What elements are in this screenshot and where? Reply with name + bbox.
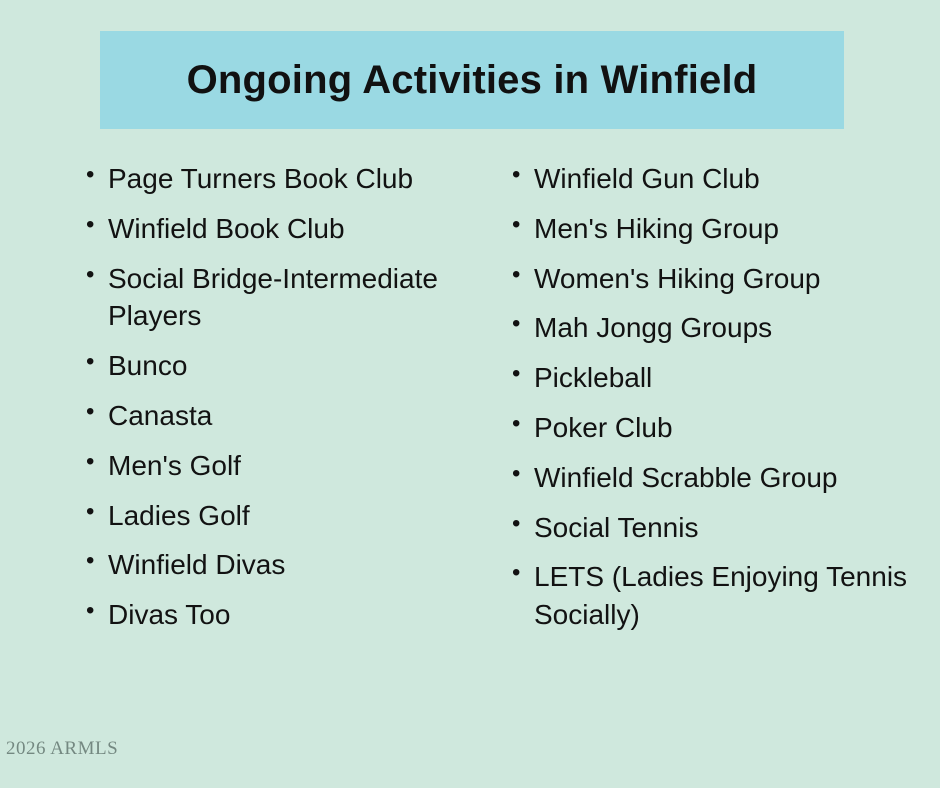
activities-columns bbox=[0, 160, 940, 646]
list-item: • Page Turners Book Club bbox=[86, 160, 460, 198]
list-item: • Social Tennis bbox=[512, 509, 930, 547]
activity-list-left bbox=[58, 160, 460, 634]
list-item: • Mah Jongg Groups bbox=[512, 309, 930, 347]
list-item: • Ladies Golf bbox=[86, 497, 460, 535]
list-item: • Pickleball bbox=[512, 359, 930, 397]
list-item: • Women's Hiking Group bbox=[512, 260, 930, 298]
list-item: • Social Bridge-Intermediate Players bbox=[86, 260, 460, 336]
list-item: • Divas Too bbox=[86, 596, 460, 634]
list-item: • Bunco bbox=[86, 347, 460, 385]
activity-list-right bbox=[484, 160, 930, 634]
list-item: • Poker Club bbox=[512, 409, 930, 447]
watermark: 2026 ARMLS bbox=[6, 738, 119, 759]
list-item: • LETS (Ladies Enjoying Tennis Socially) bbox=[512, 558, 930, 634]
list-item: • Canasta bbox=[86, 397, 460, 435]
activities-column-right bbox=[470, 160, 940, 646]
list-item: • Winfield Book Club bbox=[86, 210, 460, 248]
list-item: • Winfield Gun Club bbox=[512, 160, 930, 198]
list-item: • Winfield Divas bbox=[86, 546, 460, 584]
title-band bbox=[100, 31, 844, 129]
list-item: • Men's Golf bbox=[86, 447, 460, 485]
activities-column-left bbox=[0, 160, 470, 646]
list-item: • Winfield Scrabble Group bbox=[512, 459, 930, 497]
list-item: • Men's Hiking Group bbox=[512, 210, 930, 248]
page-title: Ongoing Activities in Winfield bbox=[186, 58, 758, 102]
